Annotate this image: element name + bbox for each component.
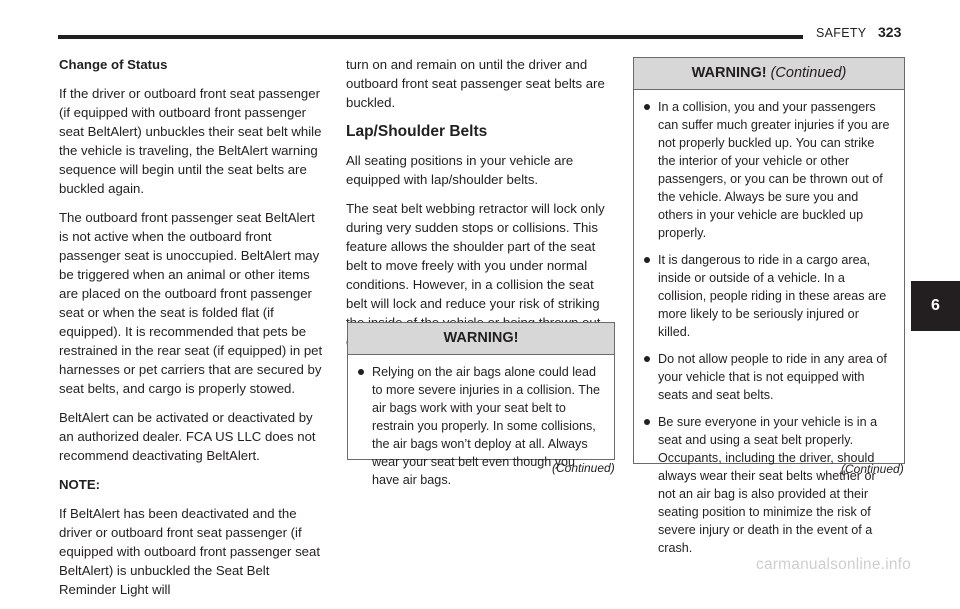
paragraph: BeltAlert can be activated or deactivated by an authorized dealer. FCA US LLC does not recommend deactivating BeltAlert. bbox=[59, 410, 316, 463]
paragraph: The seat belt webbing retractor will lock only during very sudden stops or collisions. This feature allows the shoulder part of the seat belt to move freely with you under normal conditions. However, in a collision the seat belt will lock and reduce your risk of striking bbox=[346, 201, 605, 311]
note-text: If BeltAlert has been deactivated and the driver or outboard front seat passenger (if equipped with outboard front passenger seat BeltAlert) is unbuckled the Seat Belt Reminder Light will bbox=[59, 506, 321, 597]
bullet-icon bbox=[358, 369, 364, 375]
warning-item-text: Be sure everyone in your vehicle is in a seat and using a seat belt properly. Occupants, including the driver, should always wear their seat belts whether or not an air bag is also provided at their seating position to minimize the risk of severe injury or death in the event of a crash. bbox=[658, 415, 878, 555]
paragraph: If the driver or outboard front seat passenger (if equipped with outboard front passenger seat BeltAlert) unbuckles their seat belt while the vehicle is traveling, the BeltAlert warning sequence will begin until the seat belts are buckled again. bbox=[59, 86, 322, 196]
warning-list bbox=[634, 90, 904, 557]
warning-item bbox=[644, 251, 894, 341]
warning-item-text: Do not allow people to ride in any area of your vehicle that is not equipped with seats and seat belts. bbox=[658, 352, 887, 402]
watermark: carmanualsonline.info bbox=[756, 556, 911, 573]
note-label: NOTE: bbox=[59, 477, 101, 492]
warning-item-text: In a collision, you and your passengers can suffer much greater injuries if you are not properly buckled up. You can strike the interior of your vehicle or other passengers, or you can be thrown out of the vehicle. Always be sure you and others in your vehicle are buckled up properly. bbox=[658, 100, 890, 240]
bullet-icon bbox=[644, 419, 650, 425]
subheading-change-of-status: Change of Status bbox=[59, 57, 168, 72]
warning-item-text: It is dangerous to ride in a cargo area, inside or outside of a vehicle. In a collision, people riding in these areas are more likely to be seriously injured or killed. bbox=[658, 253, 887, 339]
continued-label: (Continued) bbox=[552, 461, 615, 475]
warning-header bbox=[634, 58, 904, 90]
continued-label: (Continued) bbox=[841, 462, 904, 476]
header-rule bbox=[58, 35, 803, 39]
paragraph-continuation: turn on and remain on until the driver and outboard front seat passenger seat belts are buckled. bbox=[346, 57, 605, 110]
column-2 bbox=[346, 55, 614, 361]
warning-item bbox=[644, 350, 894, 404]
warning-item bbox=[644, 413, 894, 557]
warning-header bbox=[348, 323, 614, 355]
page-number: 323 bbox=[878, 24, 902, 40]
section-title: SAFETY bbox=[816, 26, 867, 40]
warning-box-continued bbox=[633, 57, 905, 555]
warning-item-text: Relying on the air bags alone could lead to more severe injuries in a collision. The air bags work with your seat belt to restrain you properly. In some collisions, the air bags won’t deploy at all. Always wear your seat belt even though you have air bags. bbox=[372, 365, 600, 487]
bullet-icon bbox=[644, 257, 650, 263]
bullet-icon bbox=[644, 104, 650, 110]
column-1 bbox=[59, 55, 325, 609]
bullet-icon bbox=[644, 356, 650, 362]
warning-title: WARNING! bbox=[691, 65, 767, 81]
warning-title: WARNING! bbox=[443, 330, 519, 346]
heading-lap-shoulder-belts: Lap/Shoulder Belts bbox=[346, 123, 488, 140]
paragraph: All seating positions in your vehicle are equipped with lap/shoulder belts. bbox=[346, 153, 574, 187]
paragraph: The outboard front passenger seat BeltAlert is not active when the outboard front passenger seat is unoccupied. BeltAlert may be triggered when an animal or other items are placed on the outboard front passenger seat or when the seat is folded flat (if equipped). It is recommended that pets be restrained in the rear seat (if equipped) in pet harnesses or pet carriers that are secured by seat belts, and cargo is properly stowed. bbox=[59, 210, 323, 396]
chapter-tab: 6 bbox=[911, 281, 960, 331]
warning-title-suffix: (Continued) bbox=[770, 65, 847, 81]
warning-item bbox=[644, 98, 894, 242]
